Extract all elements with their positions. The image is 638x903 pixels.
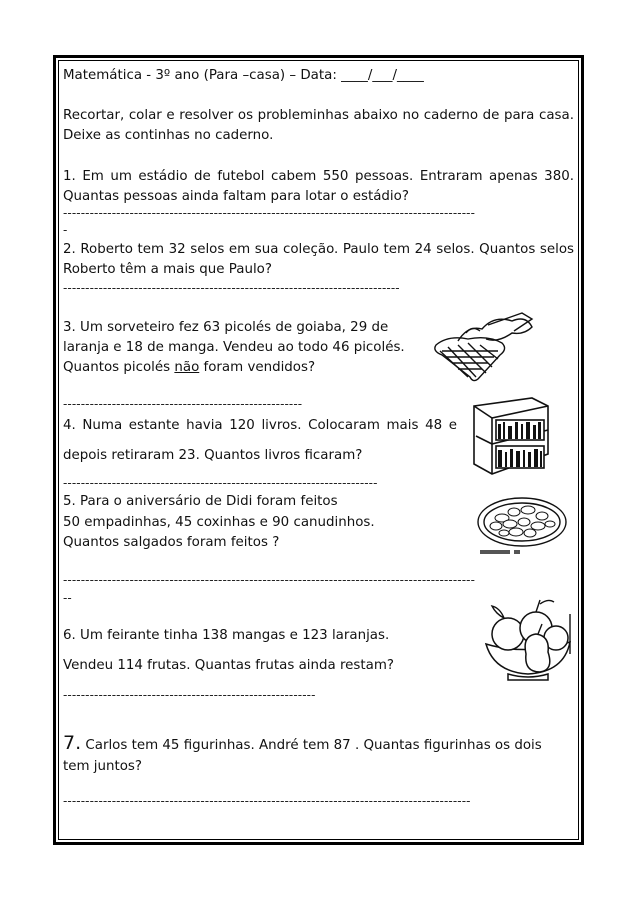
bookshelf-illustration [468,392,554,478]
answer-separator-3: ------------------------------------------------------ [63,398,303,410]
problem-1-line-1: 1. Em um estádio de futebol cabem 550 pessoas. Entraram apenas 380. [63,169,574,184]
answer-separator-4: ----------------------------------------------------------------------- [63,477,378,489]
problem-1-line-2: Quantas pessoas ainda faltam para lotar o estádio? [63,189,409,204]
problem-7-line-2: tem juntos? [63,759,143,774]
problem-7-line-1: 7. Carlos tem 45 figurinhas. André tem 87 . Quantas figurinhas os dois [63,732,542,754]
problem-5-line-1: 5. Para o aniversário de Didi foram feitos [63,494,338,509]
problem-3-line-2: laranja e 18 de manga. Vendeu ao todo 46 picolés. [63,340,405,355]
problem-5-line-3: Quantos salgados foram feitos ? [63,535,280,550]
problem-4-line-1: 4. Numa estante havia 120 livros. Colocaram mais 48 e [63,418,457,433]
answer-separator-2: ---------------------------------------------------------------------------- [63,282,400,294]
ice-cream-cone-illustration [428,305,540,383]
problem-4-line-2: depois retiraram 23. Quantos livros ficaram? [63,448,363,463]
problem-2-line-1: 2. Roberto tem 32 selos em sua coleção. Paulo tem 24 selos. Quantos selos [63,242,574,257]
problem-2-line-2: Roberto têm a mais que Paulo? [63,262,272,277]
answer-separator-5-wrap: -- [63,592,72,604]
answer-separator-5: --------------------------------------------------------------------------------------------- [63,574,475,586]
answer-separator-1-wrap: - [63,224,68,236]
emphasis-nao: não [174,360,200,375]
problem-3-line-1: 3. Um sorveteiro fez 63 picolés de goiaba, 29 de [63,320,389,335]
answer-separator-7: -------------------------------------------------------------------------------------------- [63,795,471,807]
answer-separator-1: --------------------------------------------------------------------------------------------- [63,207,475,219]
problem-6-line-2: Vendeu 114 frutas. Quantas frutas ainda restam? [63,658,395,673]
problem-6-line-1: 6. Um feirante tinha 138 mangas e 123 laranjas. [63,628,390,643]
fruit-bowl-illustration [478,594,576,688]
problem-5-line-2: 50 empadinhas, 45 coxinhas e 90 canudinhos. [63,515,375,530]
instructions-line-1: Recortar, colar e resolver os probleminhas abaixo no caderno de para casa. [63,108,574,123]
problem-3-line-3: Quantos picolés não foram vendidos? [63,360,316,375]
instructions-line-2: Deixe as continhas no caderno. [63,128,274,143]
answer-separator-6: --------------------------------------------------------- [63,689,316,701]
worksheet-header: Matemática - 3º ano (Para –casa) – Data: ____/___/____ [63,68,424,83]
problem-7-number: 7. [63,732,82,754]
snack-tray-illustration [474,488,572,560]
